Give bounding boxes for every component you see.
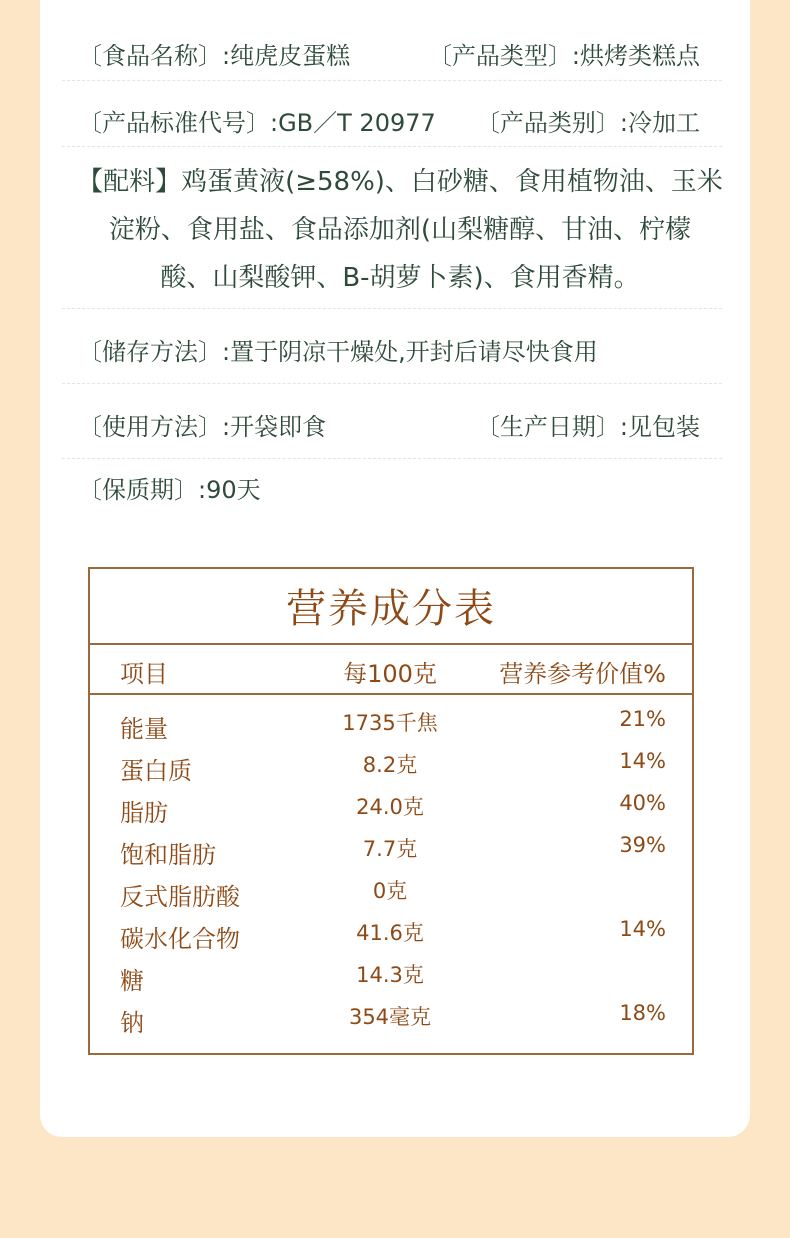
nutrient-amount: 1735千焦 <box>342 711 438 735</box>
divider <box>62 80 722 81</box>
nutrient-name: 反式脂肪酸 <box>120 883 240 911</box>
usage-method: 〔使用方法〕:开袋即食 <box>78 413 327 441</box>
header-item: 项目 <box>120 660 168 688</box>
nutrient-name: 能量 <box>120 715 168 743</box>
nutrient-nrv: 39% <box>619 833 666 857</box>
table-row <box>90 1001 692 1043</box>
table-row <box>90 749 692 791</box>
divider <box>62 383 722 384</box>
nutrient-name: 碳水化合物 <box>120 925 240 953</box>
ingredients <box>60 158 740 302</box>
table-row <box>90 875 692 917</box>
table-row <box>90 833 692 875</box>
nutrient-amount: 7.7克 <box>362 837 418 861</box>
food-name: 〔食品名称〕:纯虎皮蛋糕 <box>78 42 351 70</box>
nutrition-table-title: 营养成分表 <box>90 569 692 645</box>
divider <box>62 458 722 459</box>
product-category: 〔产品类别〕:冷加工 <box>475 109 700 137</box>
product-type: 〔产品类型〕:烘烤类糕点 <box>427 42 700 70</box>
nutrient-amount: 354毫克 <box>348 1005 432 1029</box>
nutrient-amount: 8.2克 <box>362 753 418 777</box>
nutrient-name: 钠 <box>120 1009 144 1037</box>
production-date: 〔生产日期〕:见包装 <box>475 413 700 441</box>
nutrient-nrv: 14% <box>619 749 666 773</box>
nutrient-amount: 41.6克 <box>356 921 424 945</box>
nutrient-amount: 24.0克 <box>356 795 424 819</box>
nutrient-name: 蛋白质 <box>120 757 192 785</box>
nutrient-name: 糖 <box>120 967 144 995</box>
nutrient-amount: 14.3克 <box>356 963 424 987</box>
nutrient-nrv: 21% <box>619 707 666 731</box>
header-nrv: 营养参考价值% <box>499 660 666 688</box>
standard-code: 〔产品标准代号〕:GB／T 20977 <box>78 109 436 137</box>
nutrition-table <box>88 567 694 1055</box>
nutrient-nrv: 14% <box>619 917 666 941</box>
header-per100: 每100克 <box>343 660 437 688</box>
nutrient-amount: 0克 <box>372 879 408 903</box>
divider <box>62 146 722 147</box>
nutrient-name: 脂肪 <box>120 799 168 827</box>
table-row <box>90 707 692 749</box>
nutrition-table-header <box>90 643 692 695</box>
divider <box>62 308 722 309</box>
nutrient-nrv: 40% <box>619 791 666 815</box>
storage-method: 〔储存方法〕:置于阴凉干燥处,开封后请尽快食用 <box>78 338 598 366</box>
table-row <box>90 917 692 959</box>
table-row <box>90 959 692 1001</box>
table-row <box>90 791 692 833</box>
shelf-life: 〔保质期〕:90天 <box>78 476 261 504</box>
ingredients-line: 【配料】鸡蛋黄液(≥58%)、白砂糖、食用植物油、玉米 <box>77 167 723 197</box>
nutrient-nrv: 18% <box>619 1001 666 1025</box>
nutrient-name: 饱和脂肪 <box>120 841 216 869</box>
ingredients-line: 淀粉、食用盐、食品添加剂(山梨糖醇、甘油、柠檬 <box>108 215 692 245</box>
ingredients-line: 酸、山梨酸钾、B-胡萝卜素)、食用香精。 <box>160 263 640 293</box>
